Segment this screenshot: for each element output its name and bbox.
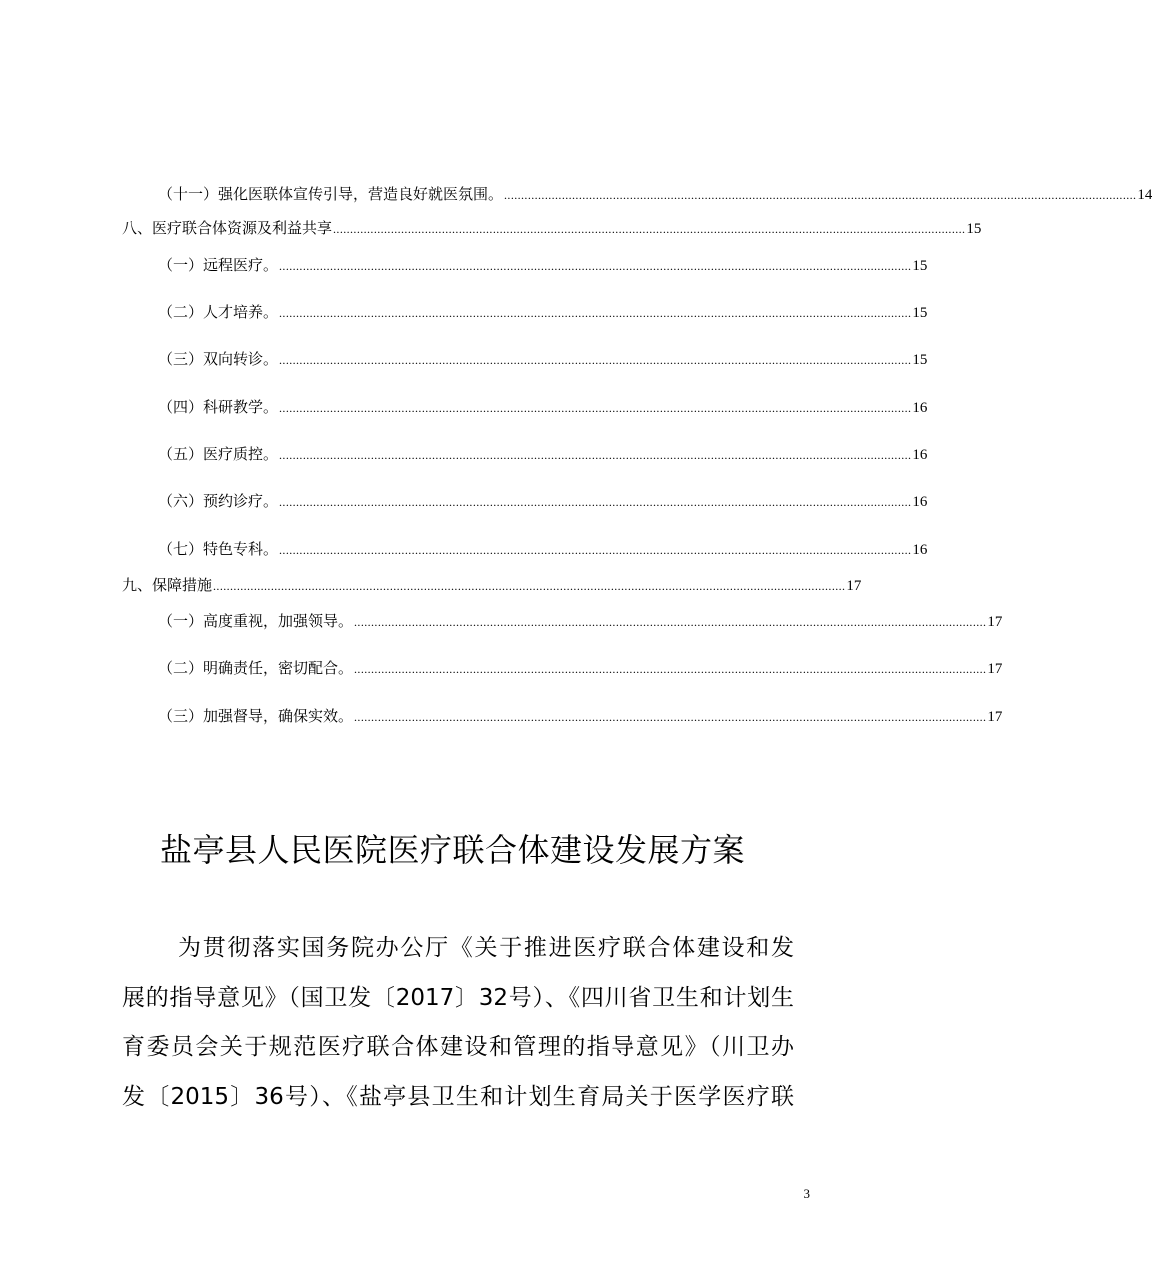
toc-entry-label: （一）远程医疗。 xyxy=(158,256,279,274)
toc-entry-page: 17 xyxy=(987,661,1003,677)
toc-entry-label: 九、保障措施 xyxy=(122,576,213,594)
paragraph-line: 发〔2015〕36号）、《盐亭县卫生和计划生育局关于医学医疗联 xyxy=(122,1083,794,1110)
toc-dot-leader: .......................................................................................................................................................................................... xyxy=(279,259,912,273)
paragraph-line: 育委员会关于规范医疗联合体建设和管理的指导意见》（川卫办 xyxy=(122,1034,794,1061)
toc-entry-label: （十一）强化医联体宣传引导，营造良好就医氛围。 xyxy=(158,185,504,203)
toc-entry-page: 16 xyxy=(912,542,928,558)
toc-dot-leader: .......................................................................................................................................................................................... xyxy=(504,188,1137,202)
toc-entry[interactable] xyxy=(122,575,862,595)
toc-entry-page: 16 xyxy=(912,447,928,463)
document-title: 盐亭县人民医院医疗联合体建设发展方案 xyxy=(159,831,745,869)
toc-entry[interactable] xyxy=(158,539,928,559)
toc-dot-leader: .......................................................................................................................................................................................... xyxy=(279,353,912,367)
toc-entry[interactable] xyxy=(158,184,1152,204)
toc-dot-leader: .......................................................................................................................................................................................... xyxy=(354,662,987,676)
toc-dot-leader: .......................................................................................................................................................................................... xyxy=(354,710,987,724)
toc-entry-page: 14 xyxy=(1137,187,1152,203)
toc-dot-leader: .......................................................................................................................................................................................... xyxy=(279,448,912,462)
toc-entry-page: 16 xyxy=(912,400,928,416)
toc-entry-label: 八、医疗联合体资源及利益共享 xyxy=(122,219,333,237)
toc-dot-leader: .......................................................................................................................................................................................... xyxy=(279,495,912,509)
toc-entry[interactable] xyxy=(158,658,1003,678)
toc-entry[interactable] xyxy=(158,397,928,417)
toc-entry-label: （二）明确责任，密切配合。 xyxy=(158,659,354,677)
toc-dot-leader: .......................................................................................................................................................................................... xyxy=(333,222,966,236)
toc-dot-leader: .......................................................................................................................................................................................... xyxy=(213,579,846,593)
toc-entry[interactable] xyxy=(158,706,1003,726)
toc-entry-page: 15 xyxy=(912,258,928,274)
toc-entry-page: 17 xyxy=(987,614,1003,630)
body-paragraph xyxy=(122,924,794,1122)
toc-entry[interactable] xyxy=(158,349,928,369)
toc-entry[interactable] xyxy=(122,218,982,238)
toc-entry-label: （四）科研教学。 xyxy=(158,398,279,416)
toc-entry-page: 17 xyxy=(846,578,862,594)
toc-entry-label: （二）人才培养。 xyxy=(158,303,279,321)
toc-entry[interactable] xyxy=(158,611,1003,631)
toc-dot-leader: .......................................................................................................................................................................................... xyxy=(279,401,912,415)
toc-entry-page: 15 xyxy=(912,305,928,321)
page-number: 3 xyxy=(803,1186,810,1201)
toc-entry[interactable] xyxy=(158,302,928,322)
toc-entry-label: （一）高度重视，加强领导。 xyxy=(158,612,354,630)
toc-entry-page: 16 xyxy=(912,494,928,510)
toc-entry[interactable] xyxy=(158,444,928,464)
toc-entry[interactable] xyxy=(158,255,928,275)
toc-entry-label: （六）预约诊疗。 xyxy=(158,492,279,510)
toc-dot-leader: .......................................................................................................................................................................................... xyxy=(279,543,912,557)
paragraph-line: 为贯彻落实国务院办公厅《关于推进医疗联合体建设和发 xyxy=(178,935,794,961)
toc-entry-page: 17 xyxy=(987,709,1003,725)
toc-entry-label: （五）医疗质控。 xyxy=(158,445,279,463)
paragraph-line: 展的指导意见》（国卫发〔2017〕32号）、《四川省卫生和计划生 xyxy=(122,984,794,1011)
toc-entry-label: （三）双向转诊。 xyxy=(158,350,279,368)
toc-dot-leader: .......................................................................................................................................................................................... xyxy=(279,306,912,320)
toc-entry-page: 15 xyxy=(912,352,928,368)
toc-entry[interactable] xyxy=(158,491,928,511)
toc-dot-leader: .......................................................................................................................................................................................... xyxy=(354,615,987,629)
toc-entry-label: （三）加强督导，确保实效。 xyxy=(158,707,354,725)
toc-entry-page: 15 xyxy=(966,221,982,237)
toc-entry-label: （七）特色专科。 xyxy=(158,540,279,558)
